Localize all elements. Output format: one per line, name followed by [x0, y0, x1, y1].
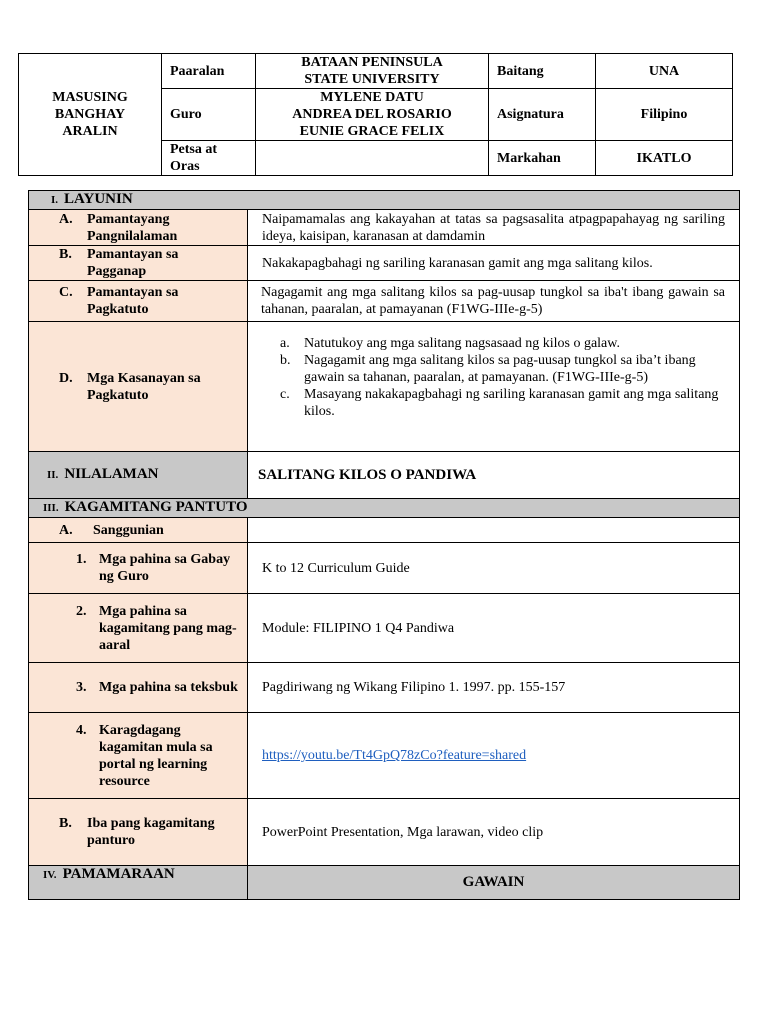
lesson-plan-header: [18, 53, 733, 176]
subject-value: Filipino: [596, 89, 733, 141]
section-nilalaman: [29, 452, 248, 499]
section-title: PAMAMARAAN: [62, 866, 175, 882]
school-label: Paaralan: [162, 54, 256, 89]
label-pamantayan-sa-pagganap: B. Pamantayan sa Pagganap: [29, 246, 248, 281]
label-gabay-ng-guro: 1. Mga pahina sa Gabay ng Guro: [29, 543, 248, 594]
value-kagamitang-pang-mag-aaral: Module: FILIPINO 1 Q4 Pandiwa: [248, 594, 740, 663]
value-teksbuk: Pagdiriwang ng Wikang Filipino 1. 1997. pp. 155-157: [248, 663, 740, 713]
teacher-name-1: MYLENE DATU: [320, 90, 424, 105]
grade-value: UNA: [596, 54, 733, 89]
grade-label: Baitang: [489, 54, 596, 89]
label-iba-pang-kagamitang-panturo: B. Iba pang kagamitang panturo: [29, 799, 248, 866]
label-pamantayan-sa-pagkatuto: C. Pamantayan sa Pagkatuto: [29, 281, 248, 322]
teacher-label: Guro: [162, 89, 256, 141]
objective-item: a. Natutukoy ang mga salitang nagsasaad ng kilos o galaw.: [280, 336, 620, 351]
value-pamantayang-pangnilalaman: Naipamamalas ang kakayahan at tatas sa pagsasalita atpagpapahayag ng sariling ideya, kaisipan, karanasan at damdamin: [248, 210, 740, 246]
section-layunin: [29, 191, 740, 210]
date-label: Petsa at Oras: [162, 141, 256, 176]
lesson-plan-body: [28, 190, 740, 900]
label-sanggunian: A. Sanggunian: [29, 518, 248, 543]
sanggunian-value: [248, 518, 740, 543]
section-number: IV.: [43, 869, 57, 881]
objectives-cell: [248, 322, 740, 452]
label-kagamitang-pang-mag-aaral: 2. Mga pahina sa kagamitang pang mag-aaral: [29, 594, 248, 663]
subject-label: Asignatura: [489, 89, 596, 141]
value-pamantayan-sa-pagkatuto: Nagagamit ang mga salitang kilos sa pag-uusap tungkol sa iba't ibang gawain sa tahanan, paaralan, at pamayanan (F1WG-IIIe-g-5): [248, 281, 740, 322]
section-title: LAYUNIN: [64, 191, 133, 207]
school-value: BATAAN PENINSULA STATE UNIVERSITY: [256, 54, 489, 89]
teacher-names: [256, 89, 489, 141]
objectives-list: [256, 335, 725, 420]
section-kagamitang-pantuto: [29, 499, 740, 518]
section-title: KAGAMITANG PANTUTO: [64, 499, 248, 515]
gawain-header: GAWAIN: [248, 866, 740, 900]
quarter-value: IKATLO: [596, 141, 733, 176]
date-value: [256, 141, 489, 176]
value-gabay-ng-guro: K to 12 Curriculum Guide: [248, 543, 740, 594]
label-mga-kasanayan-sa-pagkatuto: D. Mga Kasanayan sa Pagkatuto: [29, 322, 248, 452]
section-title: NILALAMAN: [64, 466, 159, 482]
objective-item: c. Masayang nakakapagbahagi ng sariling karanasan gamit ang mga salitang kilos.: [280, 387, 719, 419]
teacher-name-2: ANDREA DEL ROSARIO: [292, 107, 452, 122]
section-pamamaraan: [29, 866, 248, 900]
label-teksbuk: 3. Mga pahina sa teksbuk: [29, 663, 248, 713]
section-number: III.: [43, 502, 59, 514]
resource-link[interactable]: https://youtu.be/Tt4GpQ78zCo?feature=shared: [262, 748, 527, 763]
quarter-label: Markahan: [489, 141, 596, 176]
value-learning-resource: [248, 713, 740, 799]
lesson-plan-title: MASUSING BANGHAY ARALIN: [19, 54, 162, 176]
section-number: II.: [47, 469, 59, 481]
value-pamantayan-sa-pagganap: Nakakapagbahagi ng sariling karanasan gamit ang mga salitang kilos.: [248, 246, 740, 281]
value-iba-pang-kagamitang-panturo: PowerPoint Presentation, Mga larawan, video clip: [248, 799, 740, 866]
nilalaman-value: SALITANG KILOS O PANDIWA: [248, 452, 740, 499]
label-pamantayang-pangnilalaman: A. Pamantayang Pangnilalaman: [29, 210, 248, 246]
label-learning-resource: 4. Karagdagang kagamitan mula sa portal ng learning resource: [29, 713, 248, 799]
objective-item: b. Nagagamit ang mga salitang kilos sa pag-uusap tungkol sa iba’t ibang gawain sa tahanan, paaralan, at pamayanan. (F1WG-IIIe-g-5): [280, 353, 696, 385]
section-number: I.: [51, 194, 59, 206]
teacher-name-3: EUNIE GRACE FELIX: [299, 124, 445, 139]
